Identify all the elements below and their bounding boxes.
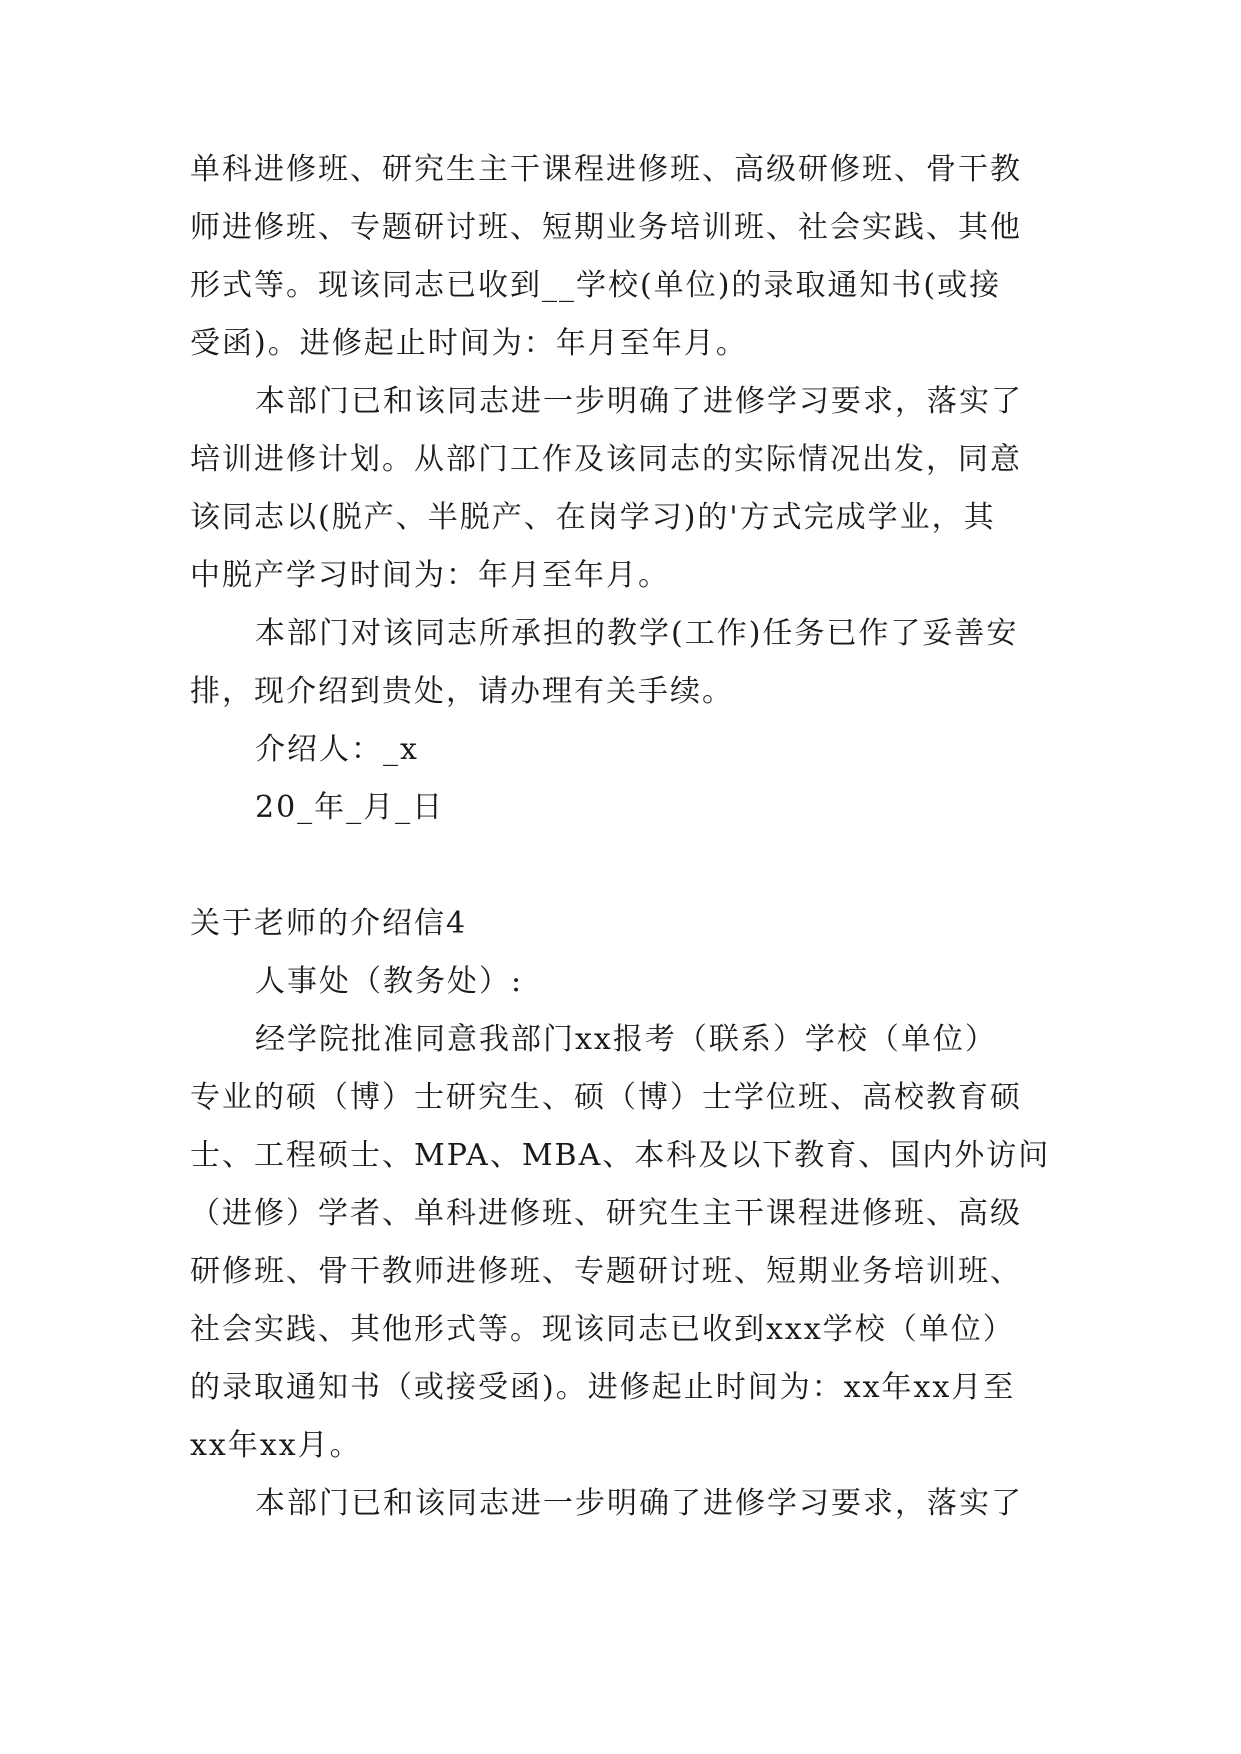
salutation-line: 人事处（教务处）: — [255, 964, 524, 999]
paragraph-start-line: 本部门已和该同志进一步明确了进修学习要求，落实了 — [255, 1486, 1023, 1521]
paragraph-start-line: 本部门已和该同志进一步明确了进修学习要求，落实了 — [255, 384, 1023, 419]
body-text-line: 的录取通知书（或接受函)。进修起止时间为：xx年xx月至 — [190, 1370, 1016, 1405]
body-text-line: 师进修班、专题研讨班、短期业务培训班、社会实践、其他 — [190, 210, 1022, 245]
body-text-line: xx年xx月。 — [190, 1428, 362, 1463]
body-text-line: （进修）学者、单科进修班、研究生主干课程进修班、高级 — [190, 1196, 1022, 1231]
paragraph-start-line: 经学院批准同意我部门xx报考（联系）学校（单位） — [255, 1022, 997, 1057]
body-text-line: 专业的硕（博）士研究生、硕（博）士学位班、高校教育硕 — [190, 1080, 1022, 1115]
body-text-line: 社会实践、其他形式等。现该同志已收到xxx学校（单位） — [190, 1312, 1015, 1347]
body-text-line: 士、工程硕士、MPA、MBA、本科及以下教育、国内外访问 — [190, 1138, 1051, 1173]
section-title: 关于老师的介绍信4 — [190, 906, 468, 941]
body-text-line: 受函)。进修起止时间为：年月至年月。 — [190, 326, 748, 361]
body-text-line: 研修班、骨干教师进修班、专题研讨班、短期业务培训班、 — [190, 1254, 1022, 1289]
body-text-line: 单科进修班、研究生主干课程进修班、高级研修班、骨干教 — [190, 152, 1022, 187]
body-text-line: 形式等。现该同志已收到__学校(单位)的录取通知书(或接 — [190, 268, 1002, 303]
body-text-line: 该同志以(脱产、半脱产、在岗学习)的'方式完成学业，其 — [190, 500, 996, 535]
body-text-line: 排，现介绍到贵处，请办理有关手续。 — [190, 674, 734, 709]
paragraph-start-line: 本部门对该同志所承担的教学(工作)任务已作了妥善安 — [255, 616, 1019, 651]
body-text-line: 培训进修计划。从部门工作及该同志的实际情况出发，同意 — [190, 442, 1022, 477]
date-line: 20_年_月_日 — [255, 790, 445, 825]
body-text-line: 中脱产学习时间为：年月至年月。 — [190, 558, 670, 593]
introducer-line: 介绍人：_x — [255, 732, 419, 767]
